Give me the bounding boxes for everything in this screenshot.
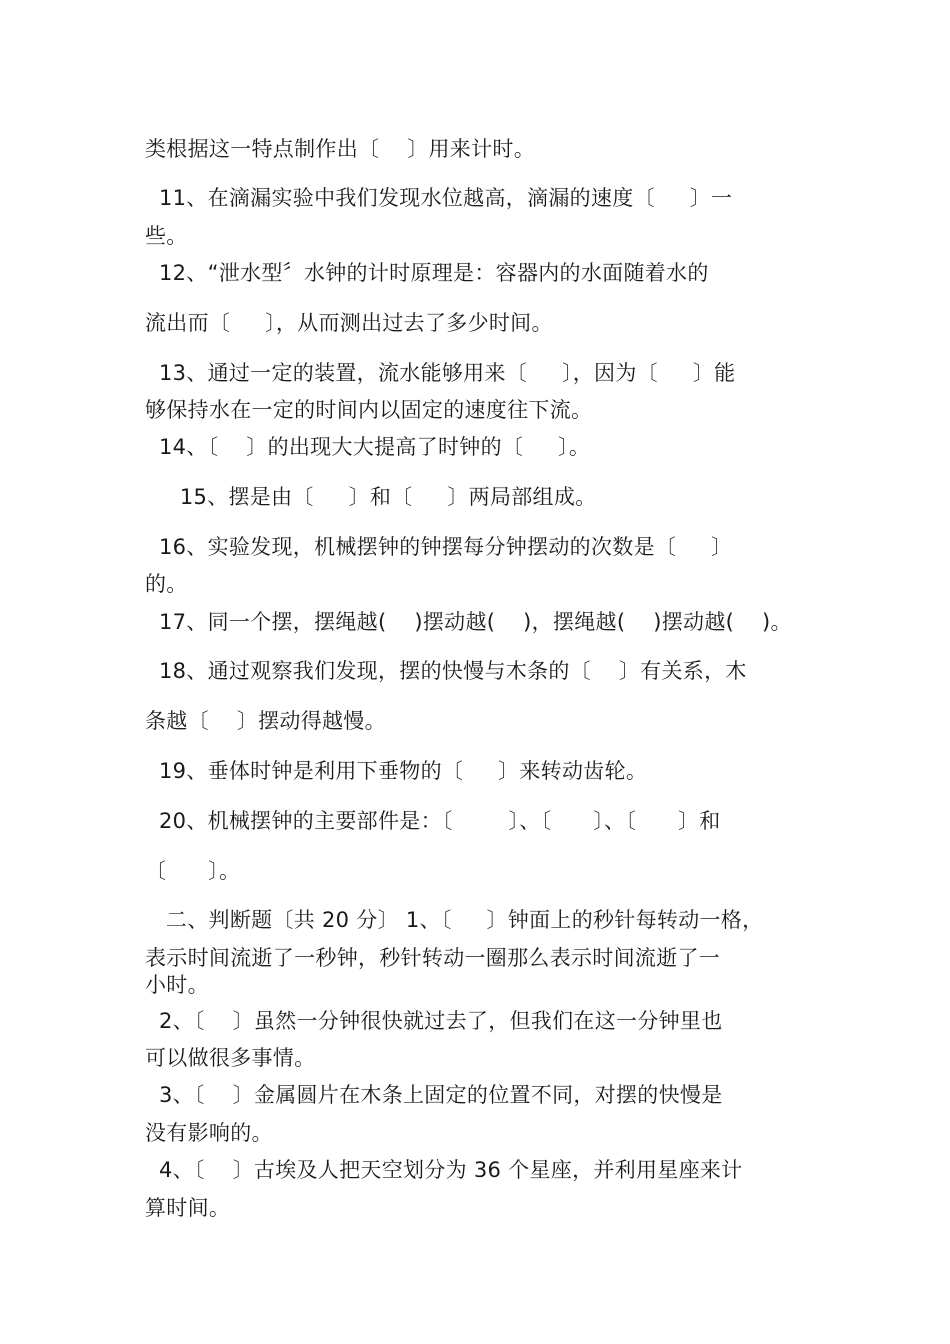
judge-2-line-1: 2、〔 〕虽然一分钟很快就过去了，但我们在这一分钟里也 [145,1009,723,1033]
question-15-line: 15、摆是由〔 〕和〔 〕两局部组成。 [145,485,597,509]
judge-3-line-1: 3、〔 〕金属圆片在木条上固定的位置不同，对摆的快慢是 [145,1083,723,1107]
text-line: 类根据这一特点制作出〔 〕用来计时。 [145,137,535,161]
judge-3-line-2: 没有影响的。 [145,1121,273,1145]
question-20-line-2: 〔 〕。 [145,859,241,883]
question-18-line-2: 条越〔 〕摆动得越慢。 [145,709,386,733]
question-19-line: 19、垂体时钟是利用下垂物的〔 〕来转动齿轮。 [145,759,648,783]
judge-1-line-2: 表示时间流逝了一秒钟，秒针转动一圈那么表示时间流逝了一 [145,946,721,970]
question-14-line: 14、〔 〕的出现大大提高了时钟的〔 〕。 [145,435,591,459]
question-13-line-2: 够保持水在一定的时间内以固定的速度往下流。 [145,398,593,422]
question-11-line-1: 11、在滴漏实验中我们发现水位越高，滴漏的速度〔 〕一 [145,186,733,210]
judge-1-line-3: 小时。 [145,973,209,997]
question-16-line-1: 16、实验发现，机械摆钟的钟摆每分钟摆动的次数是〔 〕 [145,535,733,559]
question-16-line-2: 的。 [145,572,188,596]
question-13-line-1: 13、通过一定的装置，流水能够用来〔 〕，因为〔 〕能 [145,361,736,385]
judge-2-line-2: 可以做很多事情。 [145,1046,316,1070]
question-12-line-2: 流出而〔 〕，从而测出过去了多少时间。 [145,311,553,335]
question-11-line-2: 些。 [145,224,188,248]
question-12-line-1: 12、“泄水型〞水钟的计时原理是：容器内的水面随着水的 [145,261,709,285]
question-18-line-1: 18、通过观察我们发现，摆的快慢与木条的〔 〕有关系，木 [145,659,747,683]
section-2-heading-line: 二、判断题〔共 20 分〕 1、〔 〕钟面上的秒针每转动一格， [145,908,764,932]
judge-4-line-1: 4、〔 〕古埃及人把天空划分为 36 个星座，并利用星座来计 [145,1158,743,1182]
question-20-line-1: 20、机械摆钟的主要部件是：〔 〕、〔 〕、〔 〕和 [145,809,721,833]
judge-4-line-2: 算时间。 [145,1196,231,1220]
question-17-line: 17、同一个摆，摆绳越( )摆动越( )，摆绳越( )摆动越( )。 [145,610,792,634]
